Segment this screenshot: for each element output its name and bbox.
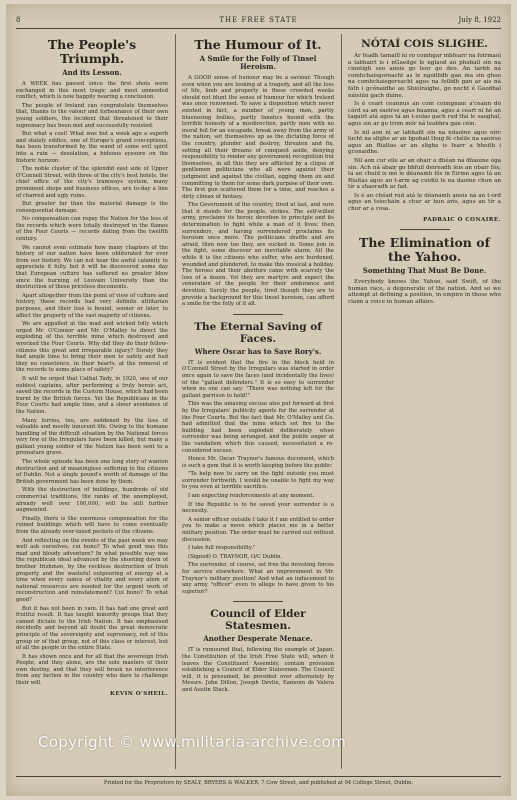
headline-humour: The Humour of It. xyxy=(194,37,322,52)
paragraph: (Signed) O. TRAYNOR, O/C Dublin. xyxy=(188,553,283,560)
paragraph: Nil aon cur eile ar an obair a dhéan na dhaoine óga sin. Ach ná abair go bhfuil deireadh leis an obair fós; tá an chuid is mó le déanamh fós in Eirinn agus tá an Rialtas agus an t-arm ag cuidiú le na daoine chun an tír a shaoradh ar fad. xyxy=(348,157,501,191)
paragraph: IT is rumoured that, following the example of Japan, the Constitution of the Irish Free State will, when it leaves the Constituent Assembly, contain provision establishing a Council of Elder Statesmen. The Council will, it is presumed, be presided over alternately by Messrs. John Dillon, Joseph Devlin, Eamonn de Valera and Austin Stack. xyxy=(182,647,334,693)
paragraph: IT is evident that the fire in the block held in O'Connell Street by the Irregulars was started in order once again to save the faces (and incidentally the lives) of the "gallant defenders." It is so easy to surrender when no one can say: "There was nothing left for the gallant garrison to hold!" xyxy=(182,359,334,399)
headline-yahoo: The Elimination of the Yahoo. xyxy=(359,235,490,265)
paragraph: Apart altogether from the point of view of culture and history, these records had very definite utilitarian purposes, and their loss is bound, sooner or later, to affect the property of the vast majority of citizens. xyxy=(16,292,168,319)
newspaper-page xyxy=(6,4,511,796)
paragraph: This was the amazing excuse also put forward at first by the Irregulars' publicity agents for the surrender at the Four Courts. But the fact that Mr. O'Malley and Co. had admitted that the mine which set fire to the building had been exploded deliberately when surrender was being arranged, and the public anger at the vandalism which this caused, necessitated a re-considered excuse. xyxy=(182,401,334,454)
printer-imprint: Printed for the Proprietors by SEALY, BRYERS & WALKER, 7 Cow Street, and published at 94 College Street, Dublin. xyxy=(16,776,501,786)
paragraph: But greater far than the material damage is the consequential damage. xyxy=(16,201,168,214)
column-2 xyxy=(182,34,334,764)
subhead-menace: Another Desperate Menace. xyxy=(203,634,313,644)
paragraph: A senior officer outside I take it I am entitled to order you to make a move which places me in a better military position. The order must be carried out without discussion. xyxy=(182,516,334,543)
paragraph: The whole episode has been one long story of wanton destruction and of meaningless suffering to the citizens of Dublin. Not a single pound's worth of damage of the British government has been done by them. xyxy=(16,459,168,485)
paragraph: Is é an chéad rud atá le déanamh anois ná an t-ord agus an tsíocháin a chur ar bun arís, agus an tír a chur ar a cosa. xyxy=(348,192,501,213)
author-signature: KEVIN O'SHEIL. xyxy=(110,690,168,697)
paragraph: A WEEK has passed since the first shots were exchanged in this most tragic and most unneeded conflict, which is now happily nearing a conclusion. xyxy=(16,81,168,101)
paragraph: Is nil aon ní ar labhailt sin na ndaoine agus oirc lucht na slighe ar an bpobail thug fé chéile na saoirse agus an Rialtas ar an slighe is fearr a bheith i gconaidhe. xyxy=(348,129,501,156)
paragraph: Many lorries, too, are saddened by the loss of valuable and mostly innocent life. Owing to the humane handling of the difficult situation by the National forces very few of the Irregulars have been killed, but many a gallant young soldier of the Nation has been sent to a premature grave. xyxy=(16,417,168,457)
paragraph: Hence Mr. Oscar Traynor's famous document, which is such a gem that it is worth keeping before the public: xyxy=(182,456,334,469)
copyright-watermark: Copyright © www.militaria-archive.com xyxy=(38,733,347,751)
paragraph: It will be urged that Cathal Tady, in 1920, one of our noblest captains, after performing a truly heroic act, saved the records in the Custom House, which had been burnt by the British forces. Yet the Republicans in the Four Courts had ample time, and a sheer avoidance of the Nation. xyxy=(16,375,168,415)
paragraph: We cannot even estimate how many chapters of the history of our nation have been obliterated for ever from our history. We can not hear the awful calamity to appreciate it fully, but it will be discovered some day that European culture has suffered no greater blow since the burning of Louvain University than the destruction of these priceless documents. xyxy=(16,244,168,291)
paragraph: A GOOD sense of humour may be a saviour. Though even when you are looking at a tragedy, and all the loss of life, limb and property in these crowded weeks should not blunt the sense of humour for which Ireland was once renowned. To save a disposition which never existed in fact, a number of young men, partly bluenosing bullies, partly fanatics bound with the terrible honesty of a misdirection, partly men with no moral foil for an escapade, break away from the army of the nation, set themselves up as the dictating force of the country, plunder and destroy, threaten and fix, setting all their dreams of conquest aside, denying responsibility to render any government recognition but themselves, in all this they are afflicted by a clique of gentlemen politicians who all were against their judgment and against the civilian, egging them on and committing to them for some dark purpose of their own. The first gun scattered them for a time, and reaches a dirty climax of fantasy. xyxy=(182,75,334,200)
paragraph: The people of Ireland can congratulate themselves that, thanks to the valour and forbearance of their own young soldiers, the incident that threatened to their supremacy has been met and successfully resisted. xyxy=(16,102,168,129)
page-number: 8 xyxy=(16,16,21,24)
paragraph: It has shown once and for all that the sovereign Irish People, and they alone, are the sole masters of their own destiny, and that they will brook no interference from any faction in the country who dare to challenge their will. xyxy=(16,653,168,687)
subhead-lesson: And its Lesson. xyxy=(62,68,122,77)
paragraph: No compensation can repay the Nation for the loss of the records which were totally destroyed in the flames of the Four Courts — records dating from the twelfth century. xyxy=(16,216,168,243)
paragraph: The Government of the country, tired at last, and sure that it stands for the people, strikes. The self-willed army, proclaims its heroic devotion to principle and its determination to fight while a man of it lives; then surrenders, and having surrendered proclaims its heroism once more. The politicians shuffle and are afraid, then now too they, are sucked in. Some join in the fight, some discover an inevitable alarm. All the while it is the citizens who suffer, who are burdened, wounded and plundered, to make this musical a holiday. The heroes and their abettors came with scarcely the loss of a dozen. Yet they are martyrs and expect the veneration of the people for their endurance and devotion. Surely the people, tired though they are to provide a background for this tinsel heroism, can afford a smile for the folly of it all. xyxy=(182,202,334,308)
subhead-oscar: Where Oscar has to Save Rory's. xyxy=(194,346,322,356)
divider xyxy=(400,229,450,230)
headline-notai: NÓTAÍ COIS SLIGHE. xyxy=(361,38,488,50)
headline-elder-statesmen: Council of Elder Statesmen. xyxy=(210,608,306,633)
newspaper-title: THE FREE STATE xyxy=(219,16,298,24)
subhead-tinsel-heroism: A Smile for the Folly of Tinsel Heroism. xyxy=(199,54,317,71)
column-1 xyxy=(16,34,168,764)
headline-saving-faces: The Eternal Saving of Faces. xyxy=(194,320,322,345)
paragraph: With the destruction of buildings, hundreds of old commercial traditions, the ranks of the unemployed, already well over 100,000, will be still further augmented. xyxy=(16,487,168,514)
article-body xyxy=(16,81,168,687)
paragraph: Is é ceart ceannus an com coimgnam a'ceann do cárd sa an saoirse agus buanna, agus a ceart ní hé an tagairt atá agus tá an t-eolas gach rud thá le saoghal, agus sin ar go trom mór ná leabhra gan céin. xyxy=(348,101,501,127)
paragraph: The surrender, of course, set free the investing forces for service elsewhere. What an improvement in Mr. Traynor's military position! And what an inducement to any army "officer" even to allege to have given to his superior? xyxy=(182,562,334,595)
paragraph: And reflecting on the events of the past week we may well ask ourselves, cui bono? To what good was this mad and bloody adventure? In what possible way was the republican ideal advanced by the shooting down of brother Irishmen, by the reckless destruction of Irish property and the wasteful outpouring of energy at a time when every ounce of vitality and every atom of national resources are needed for the urgent work of reconstruction and reinstatement? Cui bono? To what good? xyxy=(16,537,168,603)
column-rule xyxy=(341,34,342,769)
paragraph: Finally, there is the enormous compensation for the ruined buildings which will have to come eventually from the already over-taxed pockets of the citizens. xyxy=(16,515,168,535)
paragraph: Ar feadh tamaill ni ro comhgar mbfearr na foirmaoi a labhairt is i nGaeilge le nglaod an phobail sin na cinntigh seo anois go leor go deo. An tarbh ná comhchaisgoreacht as le ngoillidh gan ina sin ghoo na comhchaisgoreacht agus na feilidh gan ar ais ná fáth i gcónaidhe ao Shiolraighe, go nocht é Gaodhal náisiún gach duine. xyxy=(348,53,501,99)
divider xyxy=(233,314,283,315)
paragraph: If the Republic is to be saved your surrender is a necessity. xyxy=(182,501,334,515)
paragraph: I am expecting reinforcements at any moment. xyxy=(188,493,315,500)
paragraph: "To help now to carry on the fight outside you must surrender forthwith. I would be unable to fight my way to you even at terrible sacrifice. xyxy=(182,471,334,491)
masthead xyxy=(16,14,501,29)
divider xyxy=(233,601,283,602)
paragraph: I take full responsibility." xyxy=(188,545,256,552)
column-3 xyxy=(348,34,501,764)
headline-peoples-triumph: The People's Triumph. xyxy=(47,37,137,66)
paragraph: But it has not been in vain. It has had one great and fruitful result. It has taught minority groups that they cannot dictate to the Irish Nation. It has emphasised decidedly and beyond all doubt the great democratic principle of the sovereignty and supremacy, not of this group or of that group, not of this class or interest, but of all the people in the entire State. xyxy=(16,605,168,652)
paragraph: We are appalled at the mad and wicked folly which urged Mr. O'Connor and Mr. O'Malley to direct the exploding of the terrible mine which destroyed and wrecked the Four Courts. Why did they do their fellow-citizens this great and irreparable injury? Surely they had ample time to bring their men to safety and had they no conscience, in their hearts, at the removal of the records to some place of safety? xyxy=(16,321,168,374)
paragraph: But what a cost! What was but a week ago a superb and stately edifice, one of Europe's grand conceptions, has been transformed by the wand of some evil spirit into a ruin — desolation, a hideous eyesore on the historic horizon. xyxy=(16,131,168,164)
subhead-must-be-done: Something That Must Be Done. xyxy=(362,266,487,276)
paragraph: The noble cluster of the splendid east side of Upper O'Connell Street, with three of the city's best hotels, the chief office of the city's tramways system, many prominent shops and business offices, are to-day a line of charred and ugly ruins. xyxy=(16,166,168,199)
issue-date: July 8, 1922 xyxy=(458,16,501,24)
author-signature: PÁDRAIC Ó CONAIRE. xyxy=(423,216,501,223)
paragraph: Everybody knows the Yahoo, said Swift, of the human race, a degenerate of the nation. And so we attempt at defining a position, in empire in those who claim a voice in human affairs. xyxy=(348,279,501,306)
column-rule xyxy=(175,34,176,769)
